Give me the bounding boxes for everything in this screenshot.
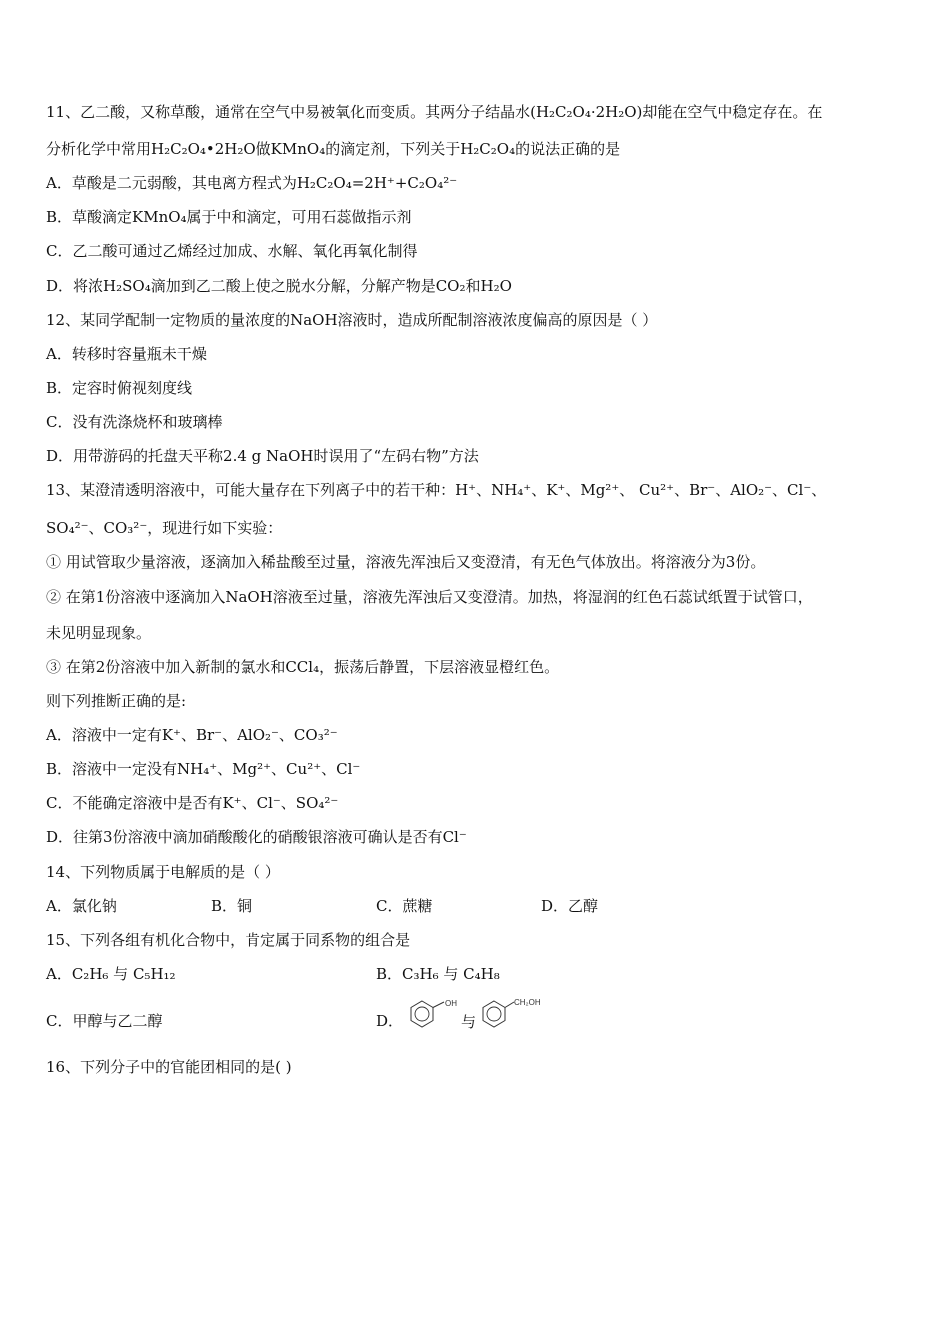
q13-experiment-3: ③ 在第2份溶液中加入新制的氯水和CCl₄，振荡后静置，下层溶液显橙红色。: [46, 658, 560, 676]
q14-option-c: C．蔗糖: [376, 897, 433, 915]
q15-stem: 15、下列各组有机化合物中，肯定属于同系物的组合是: [46, 931, 411, 949]
q13-option-b: B．溶液中一定没有NH₄⁺、Mg²⁺、Cu²⁺、Cl⁻: [46, 760, 361, 778]
phenol-oh-label: OH: [445, 999, 457, 1008]
q13-option-c: C．不能确定溶液中是否有K⁺、Cl⁻、SO₄²⁻: [46, 794, 339, 812]
q13-question: 则下列推断正确的是:: [46, 692, 187, 710]
q13-experiment-2b: 未见明显现象。: [46, 624, 152, 642]
q13-experiment-1: ① 用试管取少量溶液，逐滴加入稀盐酸至过量，溶液先浑浊后又变澄清，有无色气体放出。将溶液分为3份。: [46, 553, 766, 571]
q14-stem: 14、下列物质属于电解质的是（ ）: [46, 863, 280, 881]
q12-option-d: D．用带游码的托盘天平称2.4 g NaOH时误用了“左码右物”方法: [46, 447, 479, 465]
q15-option-c: C．甲醇与乙二醇: [46, 1012, 163, 1030]
q12-option-b: B．定容时俯视刻度线: [46, 379, 193, 397]
q11-option-b: B．草酸滴定KMnO₄属于中和滴定，可用石蕊做指示剂: [46, 208, 412, 226]
q12-stem: 12、某同学配制一定物质的量浓度的NaOH溶液时，造成所配制溶液浓度偏高的原因是（ ）: [46, 311, 658, 329]
q13-stem-line1: 13、某澄清透明溶液中，可能大量存在下列离子中的若干种：H⁺、NH₄⁺、K⁺、Mg²⁺、 Cu²⁺、Br⁻、AlO₂⁻、Cl⁻、: [46, 481, 827, 499]
q15-option-d-joiner: 与: [461, 1013, 477, 1031]
q13-option-a: A．溶液中一定有K⁺、Br⁻、AlO₂⁻、CO₃²⁻: [46, 726, 338, 744]
q13-stem-line2: SO₄²⁻、CO₃²⁻，现进行如下实验：: [46, 519, 283, 537]
q16-stem: 16、下列分子中的官能团相同的是( ): [46, 1058, 292, 1076]
q14-option-a: A．氯化钠: [46, 897, 117, 915]
q11-option-c: C．乙二酸可通过乙烯经过加成、水解、氧化再氧化制得: [46, 242, 418, 260]
q11-stem-line2: 分析化学中常用H₂C₂O₄•2H₂O做KMnO₄的滴定剂，下列关于H₂C₂O₄的说法正确的是: [46, 140, 621, 158]
q11-option-d: D．将浓H₂SO₄滴加到乙二酸上使之脱水分解，分解产物是CO₂和H₂O: [46, 277, 512, 295]
benzyl-ch2oh-label: CH₂OH: [514, 998, 541, 1007]
q15-option-a: A．C₂H₆ 与 C₅H₁₂: [46, 965, 176, 983]
benzyl-alcohol-structure: [478, 996, 548, 1030]
phenol-structure: [406, 998, 462, 1030]
q11-stem-line1: 11、乙二酸，又称草酸，通常在空气中易被氧化而变质。其两分子结晶水(H₂C₂O₄·2H₂O)却能在空气中稳定存在。在: [46, 103, 823, 121]
q14-option-d: D．乙醇: [541, 897, 599, 915]
q14-option-b: B．铜: [211, 897, 253, 915]
q15-option-b: B．C₃H₆ 与 C₄H₈: [376, 965, 500, 983]
q13-experiment-2a: ② 在第1份溶液中逐滴加入NaOH溶液至过量，溶液先浑浊后又变澄清。加热，将湿润的红色石蕊试纸置于试管口，: [46, 588, 813, 606]
q13-option-d: D．往第3份溶液中滴加硝酸酸化的硝酸银溶液可确认是否有Cl⁻: [46, 828, 467, 846]
q12-option-c: C．没有洗涤烧杯和玻璃棒: [46, 413, 223, 431]
q11-option-a: A．草酸是二元弱酸，其电离方程式为H₂C₂O₄=2H⁺+C₂O₄²⁻: [46, 174, 458, 192]
q15-option-d-label: D．: [376, 1012, 404, 1030]
q12-option-a: A．转移时容量瓶未干燥: [46, 345, 207, 363]
